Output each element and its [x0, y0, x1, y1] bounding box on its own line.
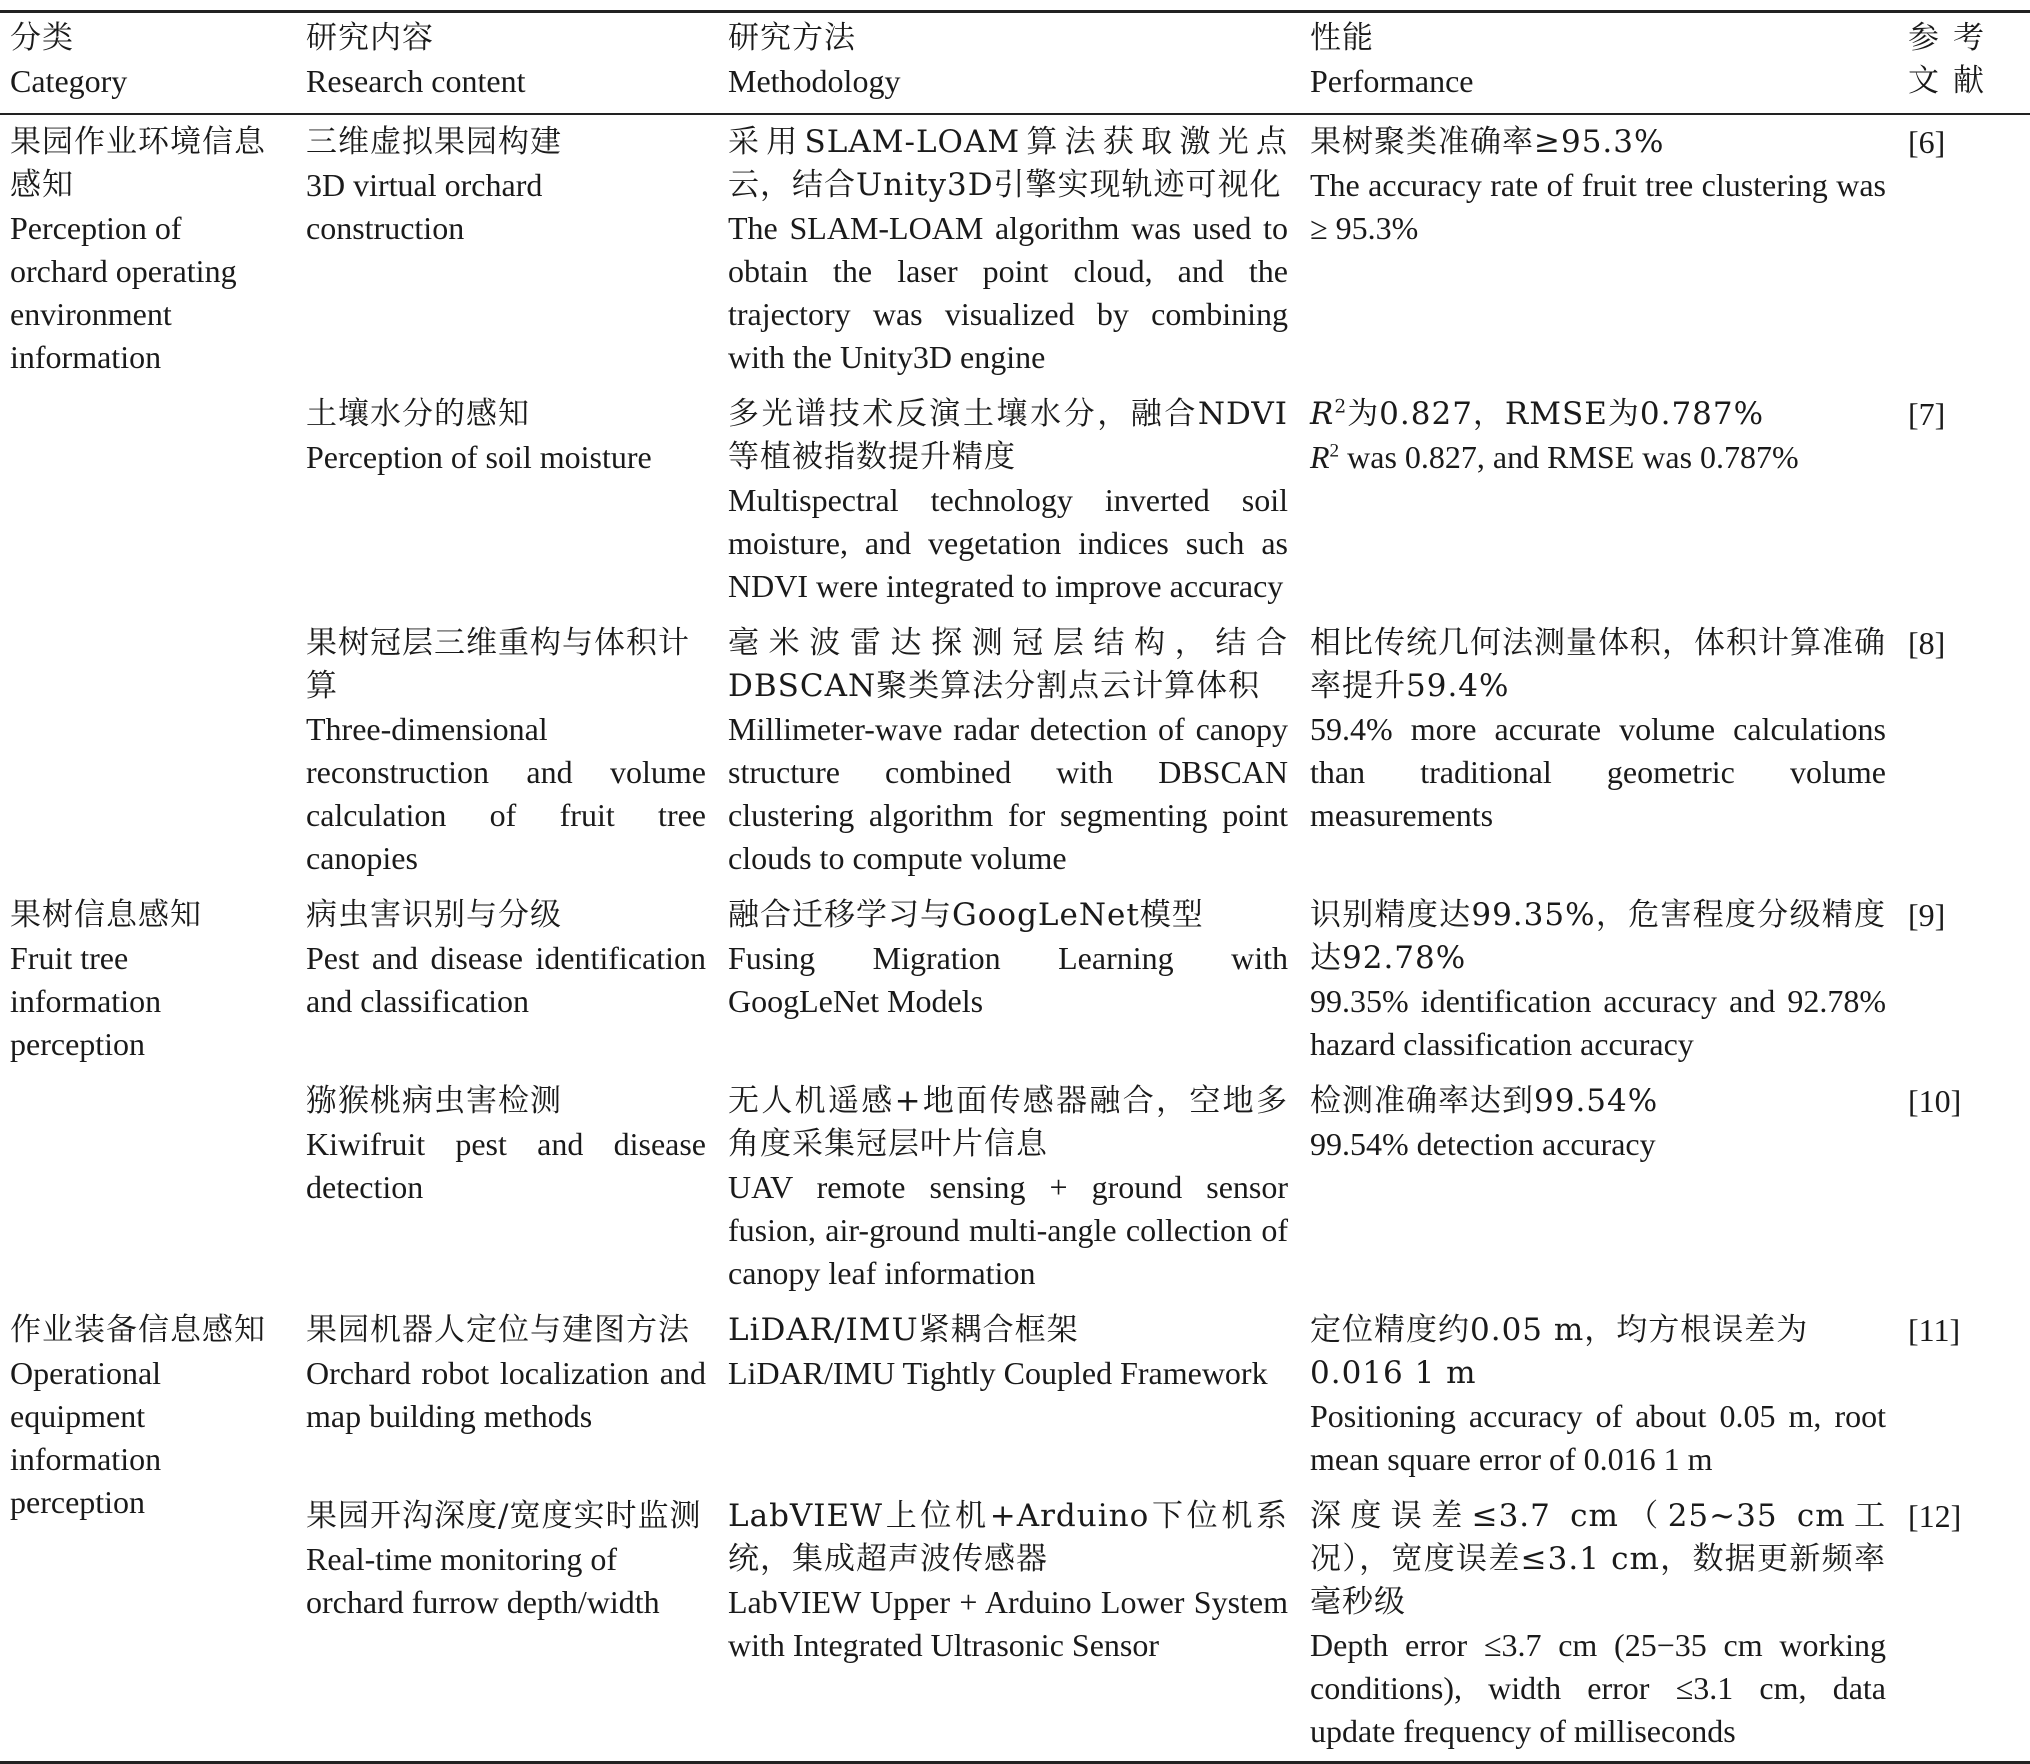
header-performance — [1300, 12, 1898, 115]
performance-cell — [1300, 387, 1898, 616]
content-cell — [296, 114, 718, 387]
performance-zh: 深度误差≤3.7 cm（25~35 cm工况），宽度误差≤3.1 cm，数据更新频率毫秒级 — [1310, 1498, 1886, 1620]
header-reference-zh: 参考文献 — [1908, 20, 1998, 99]
content-en: Pest and disease identification and classification — [306, 940, 706, 1019]
method-cell — [718, 616, 1300, 888]
method-en: LiDAR/IMU Tightly Coupled Framework — [728, 1355, 1268, 1391]
method-en: The SLAM-LOAM algorithm was used to obtain the laser point cloud, and the trajectory was visualized by combining with the Unity3D engine — [728, 210, 1288, 375]
table-row — [0, 387, 2030, 616]
method-cell — [718, 1489, 1300, 1763]
method-zh: 多光谱技术反演土壤水分，融合NDVI等植被指数提升精度 — [728, 396, 1288, 475]
method-cell — [718, 888, 1300, 1074]
category-cell — [0, 114, 296, 888]
content-cell — [296, 616, 718, 888]
method-zh: 无人机遥感+地面传感器融合，空地多角度采集冠层叶片信息 — [728, 1083, 1288, 1162]
performance-en: 99.35% identification accuracy and 92.78% hazard classification accuracy — [1310, 983, 1886, 1062]
content-cell — [296, 1074, 718, 1303]
reference-cell: [9] — [1908, 897, 1946, 933]
performance-cell — [1300, 1489, 1898, 1763]
performance-zh — [1310, 393, 1886, 436]
content-zh: 三维虚拟果园构建 — [306, 124, 562, 160]
header-performance-zh: 性能 — [1310, 20, 1374, 56]
content-zh: 果园开沟深度/宽度实时监测 — [306, 1498, 702, 1534]
header-category-zh: 分类 — [10, 20, 74, 56]
content-zh: 果园机器人定位与建图方法 — [306, 1312, 690, 1348]
method-cell — [718, 1074, 1300, 1303]
content-zh: 果树冠层三维重构与体积计算 — [306, 625, 690, 704]
method-en: LabVIEW Upper + Arduino Lower System with Integrated Ultrasonic Sensor — [728, 1584, 1288, 1663]
method-en: UAV remote sensing + ground sensor fusion, air-ground multi-angle collection of canopy leaf information — [728, 1169, 1288, 1291]
header-category — [0, 12, 296, 115]
method-en: Fusing Migration Learning with GoogLeNet Models — [728, 940, 1288, 1019]
reference-cell: [10] — [1908, 1083, 1962, 1119]
content-cell — [296, 1303, 718, 1489]
method-zh: LiDAR/IMU紧耦合框架 — [728, 1312, 1079, 1348]
table-row — [0, 616, 2030, 888]
reference-cell: [8] — [1908, 625, 1946, 661]
content-en: Kiwifruit pest and disease detection — [306, 1126, 706, 1205]
content-zh: 土壤水分的感知 — [306, 396, 530, 432]
content-zh: 病虫害识别与分级 — [306, 897, 562, 933]
performance-en: Depth error ≤3.7 cm (25−35 cm working conditions), width error ≤3.1 cm, data update frequency of milliseconds — [1310, 1627, 1886, 1749]
category-en: Fruit tree information perception — [10, 940, 162, 1062]
performance-cell — [1300, 616, 1898, 888]
table-row — [0, 1303, 2030, 1489]
performance-zh: 识别精度达99.35%，危害程度分级精度达92.78% — [1310, 897, 1886, 976]
method-cell — [718, 114, 1300, 387]
method-zh: 毫米波雷达探测冠层结构，结合DBSCAN聚类算法分割点云计算体积 — [728, 625, 1288, 704]
performance-en — [1310, 436, 1886, 479]
category-cell — [0, 1303, 296, 1763]
r-squared-symbol: R — [1310, 439, 1330, 475]
method-zh: 融合迁移学习与GoogLeNet模型 — [728, 897, 1204, 933]
content-en: 3D virtual orchard construction — [306, 167, 543, 246]
category-en: Operational equipment information perception — [10, 1355, 162, 1520]
content-en: Perception of soil moisture — [306, 439, 652, 475]
category-cell — [0, 888, 296, 1303]
method-cell — [718, 387, 1300, 616]
method-zh: LabVIEW上位机+Arduino下位机系统，集成超声波传感器 — [728, 1498, 1288, 1577]
content-en: Orchard robot localization and map building methods — [306, 1355, 706, 1434]
category-zh: 果树信息感知 — [10, 897, 202, 933]
table-row — [0, 114, 2030, 387]
header-content — [296, 12, 718, 115]
reference-cell: [7] — [1908, 396, 1946, 432]
content-cell — [296, 888, 718, 1074]
header-method — [718, 12, 1300, 115]
reference-cell: [11] — [1908, 1312, 1961, 1348]
content-cell — [296, 387, 718, 616]
reference-cell: [12] — [1908, 1498, 1962, 1534]
performance-en: 99.54% detection accuracy — [1310, 1126, 1656, 1162]
performance-en: Positioning accuracy of about 0.05 m, root mean square error of 0.016 1 m — [1310, 1398, 1886, 1477]
performance-en: 59.4% more accurate volume calculations than traditional geometric volume measurements — [1310, 711, 1886, 833]
performance-zh-text: 为0.827，RMSE为0.787% — [1347, 396, 1765, 432]
performance-cell — [1300, 888, 1898, 1074]
r-squared-symbol: R — [1310, 396, 1335, 432]
method-cell — [718, 1303, 1300, 1489]
method-en: Multispectral technology inverted soil moisture, and vegetation indices such as NDVI were integrated to improve accuracy — [728, 482, 1288, 604]
performance-zh: 果树聚类准确率≥95.3% — [1310, 124, 1665, 160]
performance-en: The accuracy rate of fruit tree clustering was ≥ 95.3% — [1310, 167, 1886, 246]
method-zh: 采用SLAM-LOAM算法获取激光点云，结合Unity3D引擎实现轨迹可视化 — [728, 124, 1288, 203]
header-performance-en: Performance — [1310, 63, 1474, 99]
header-method-zh: 研究方法 — [728, 20, 856, 56]
performance-cell — [1300, 1303, 1898, 1489]
performance-cell — [1300, 114, 1898, 387]
table-row — [0, 1074, 2030, 1303]
performance-cell — [1300, 1074, 1898, 1303]
header-method-en: Methodology — [728, 63, 901, 99]
table-header — [0, 12, 2030, 115]
r-squared-exponent: 2 — [1329, 440, 1340, 462]
content-cell — [296, 1489, 718, 1763]
table-row — [0, 1489, 2030, 1763]
content-zh: 猕猴桃病虫害检测 — [306, 1083, 562, 1119]
performance-zh: 相比传统几何法测量体积，体积计算准确率提升59.4% — [1310, 625, 1886, 704]
category-zh: 果园作业环境信息感知 — [10, 124, 266, 203]
category-zh: 作业装备信息感知 — [10, 1312, 266, 1348]
performance-zh: 定位精度约0.05 m，均方根误差为0.016 1 m — [1310, 1312, 1809, 1391]
content-en: Three-dimensional reconstruction and volume calculation of fruit tree canopies — [306, 711, 706, 876]
category-en: Perception of orchard operating environment information — [10, 210, 237, 375]
header-content-zh: 研究内容 — [306, 20, 434, 56]
reference-cell: [6] — [1908, 124, 1946, 160]
header-category-en: Category — [10, 63, 128, 99]
literature-table — [0, 10, 2030, 1764]
header-reference — [1898, 12, 2030, 115]
performance-en-text: was 0.827, and RMSE was 0.787% — [1339, 439, 1799, 475]
performance-zh: 检测准确率达到99.54% — [1310, 1083, 1659, 1119]
r-squared-exponent: 2 — [1334, 396, 1348, 418]
content-en: Real-time monitoring of orchard furrow depth/width — [306, 1541, 660, 1620]
method-en: Millimeter-wave radar detection of canopy structure combined with DBSCAN clustering algorithm for segmenting point clouds to compute volume — [728, 711, 1288, 876]
table-row — [0, 888, 2030, 1074]
header-content-en: Research content — [306, 63, 526, 99]
